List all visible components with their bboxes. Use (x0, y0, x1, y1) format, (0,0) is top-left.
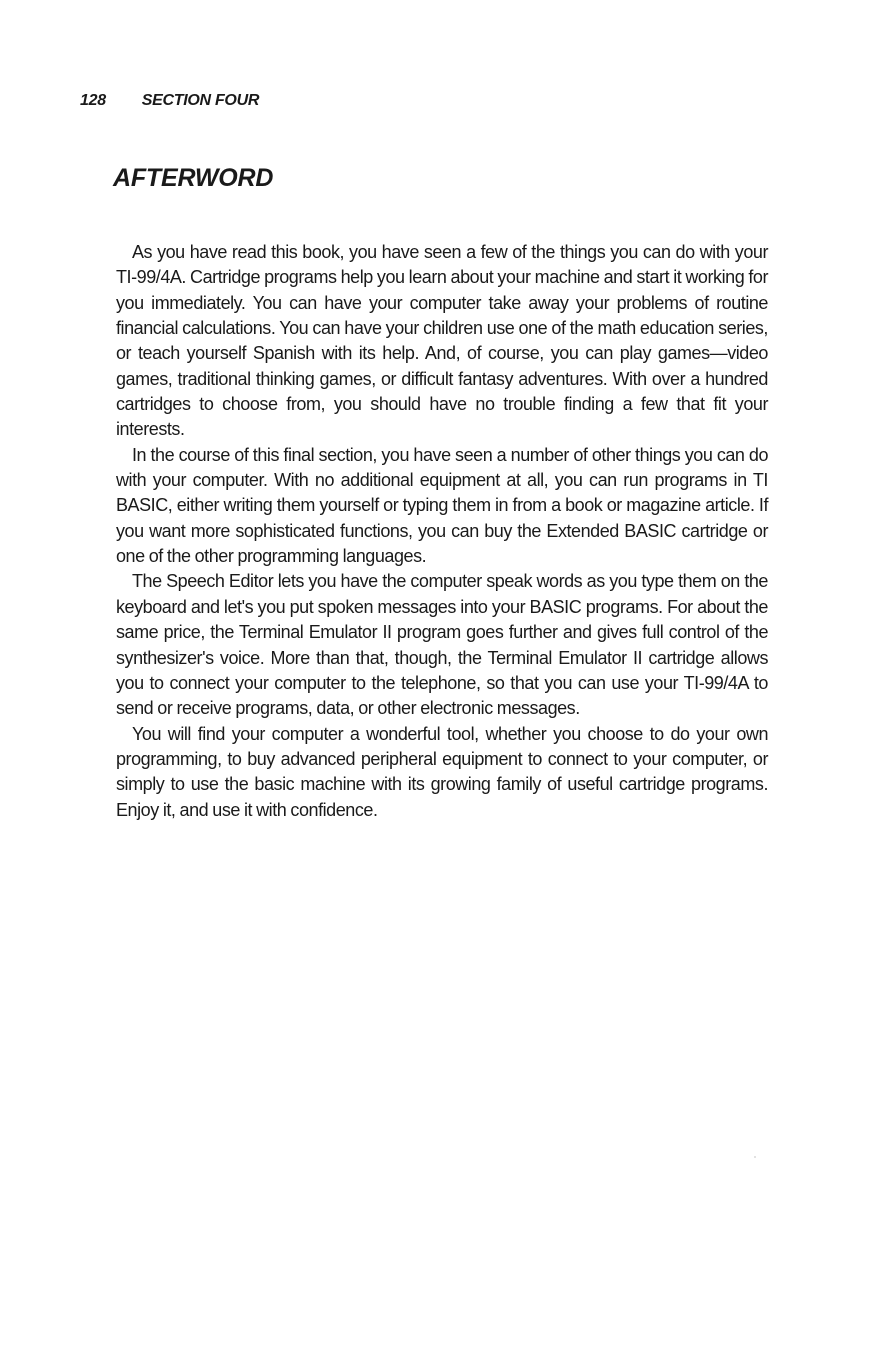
running-head (80, 92, 259, 110)
paragraph-1: As you have read this book, you have seen a few of the things you can do with your TI-99/4A. Cartridge programs help you learn about your machine and start it working for you immediately. You can have your computer take away your problems of routine financial calculations. You can have your children use one of the math education series, or teach yourself Spanish with its help. And, of course, you can play games—video games, traditional thinking games, or difficult fantasy adventures. With over a hundred cartridges to choose from, you should have no trouble finding a few that fit your interests. (116, 242, 768, 440)
paragraph-3: The Speech Editor lets you have the computer speak words as you type them on the keyboard and let's you put spoken messages into your BASIC programs. For about the same price, the Terminal Emulator II program goes further and gives full control of the synthesizer's voice. More than that, though, the Terminal Emulator II cartridge allows you to connect your computer to the telephone, so that you can use your TI-99/4A to send or receive programs, data, or other electronic messages. (116, 571, 768, 719)
body-text (116, 240, 768, 823)
paragraph-4: You will find your computer a wonderful tool, whether you choose to do your own programming, to buy advanced peripheral equipment to connect to your computer, or simply to use the basic machine with its growing family of useful cartridge programs. Enjoy it, and use it with confidence. (116, 723, 768, 820)
scan-speck (754, 1156, 756, 1158)
chapter-title: AFTERWORD (113, 164, 274, 192)
paragraph-2: In the course of this final section, you have seen a number of other things you can do with your computer. With no additional equipment at all, you can run programs in TI BASIC, either writing them yourself or typing them in from a book or magazine article. If you want more sophisticated functions, you can buy the Extended BASIC cartridge or one of the other programming languages. (116, 444, 768, 567)
page-number: 128 (80, 92, 106, 109)
section-label: SECTION FOUR (141, 92, 260, 109)
